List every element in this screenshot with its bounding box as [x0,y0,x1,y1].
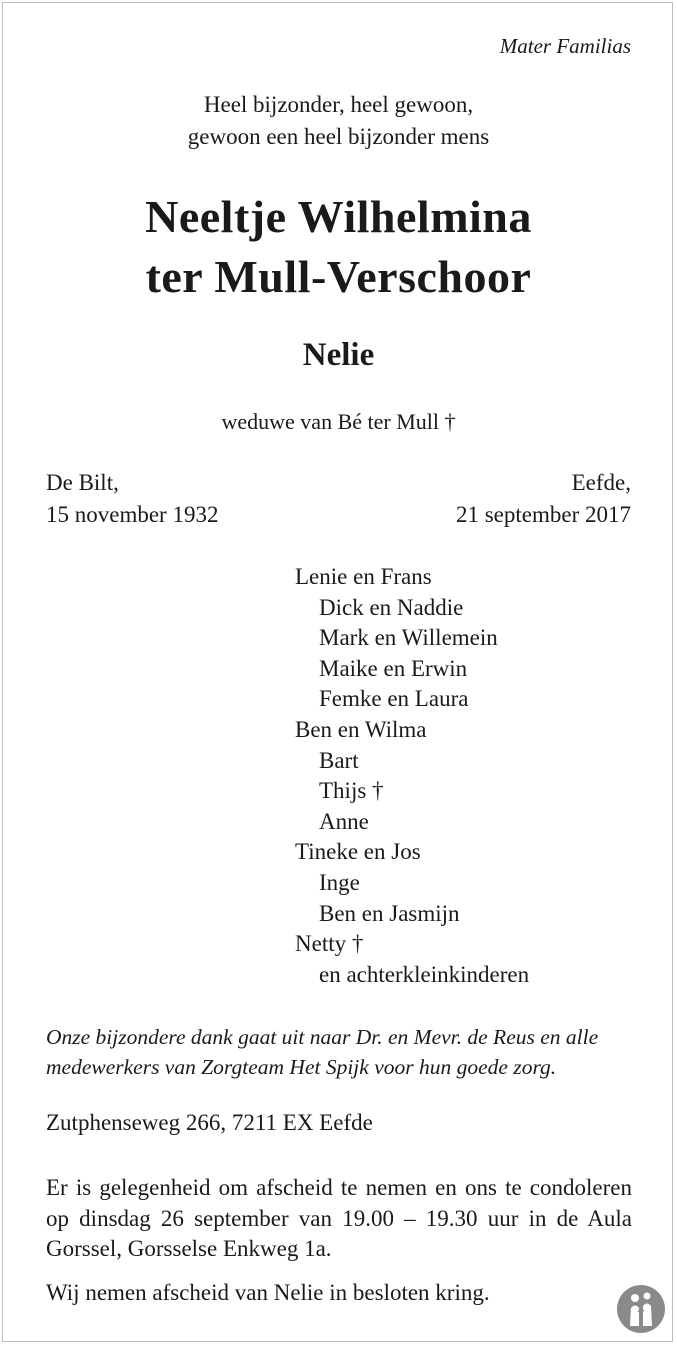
family-member: Netty † [295,931,364,957]
grandchild: Femke en Laura [319,686,469,712]
call-name: Nelie [302,337,375,373]
quote-line-2: gewoon een heel bijzonder mens [187,124,490,149]
grandchild: Anne [319,808,369,834]
death-date: 21 september 2017 [455,502,631,527]
grandchild: Inge [319,869,360,895]
widow-of: weduwe van Bé ter Mull † [221,409,456,434]
condolence-info: Er is gelegenheid om afscheid te nemen en ons te condoleren op dinsdag 26 september van 19.00 – 19.30 uur in de Aula Gorssel, Gorsselse Enkweg 1a. [46,1175,632,1261]
deceased-name-line-2: ter Mull-Verschoor [145,251,532,302]
grandchild: Ben en Jasmijn [319,900,460,926]
figures-memorial-logo-icon [616,1284,666,1334]
address: Zutphenseweg 266, 7211 EX Eefde [46,1110,373,1135]
family-list [295,562,529,990]
closing-note: Wij nemen afscheid van Nelie in besloten kring. [46,1280,490,1305]
grandchild: Mark en Willemein [319,625,498,651]
death-place: Eefde, [571,470,631,495]
great-grandchildren: en achterkleinkinderen [319,961,530,987]
family-member: Lenie en Frans [295,564,432,589]
motto: Mater Familias [499,34,631,58]
birth-place: De Bilt, [46,470,119,495]
thanks-note: Onze bijzondere dank gaat uit naar Dr. en Mevr. de Reus en alle medewerkers van Zorgteam Het Spijk voor hun goede zorg. [46,1025,599,1079]
grandchild: Maike en Erwin [319,655,468,681]
birth-date: 15 november 1932 [46,502,219,527]
grandchild: Thijs † [319,778,384,804]
grandchild: Bart [319,747,359,773]
deceased-name-line-1: Neeltje Wilhelmina [145,191,532,242]
family-member: Tineke en Jos [295,839,421,865]
grandchild: Dick en Naddie [319,594,464,620]
family-member: Ben en Wilma [295,716,427,742]
quote-line-1: Heel bijzonder, heel gewoon, [203,92,474,117]
